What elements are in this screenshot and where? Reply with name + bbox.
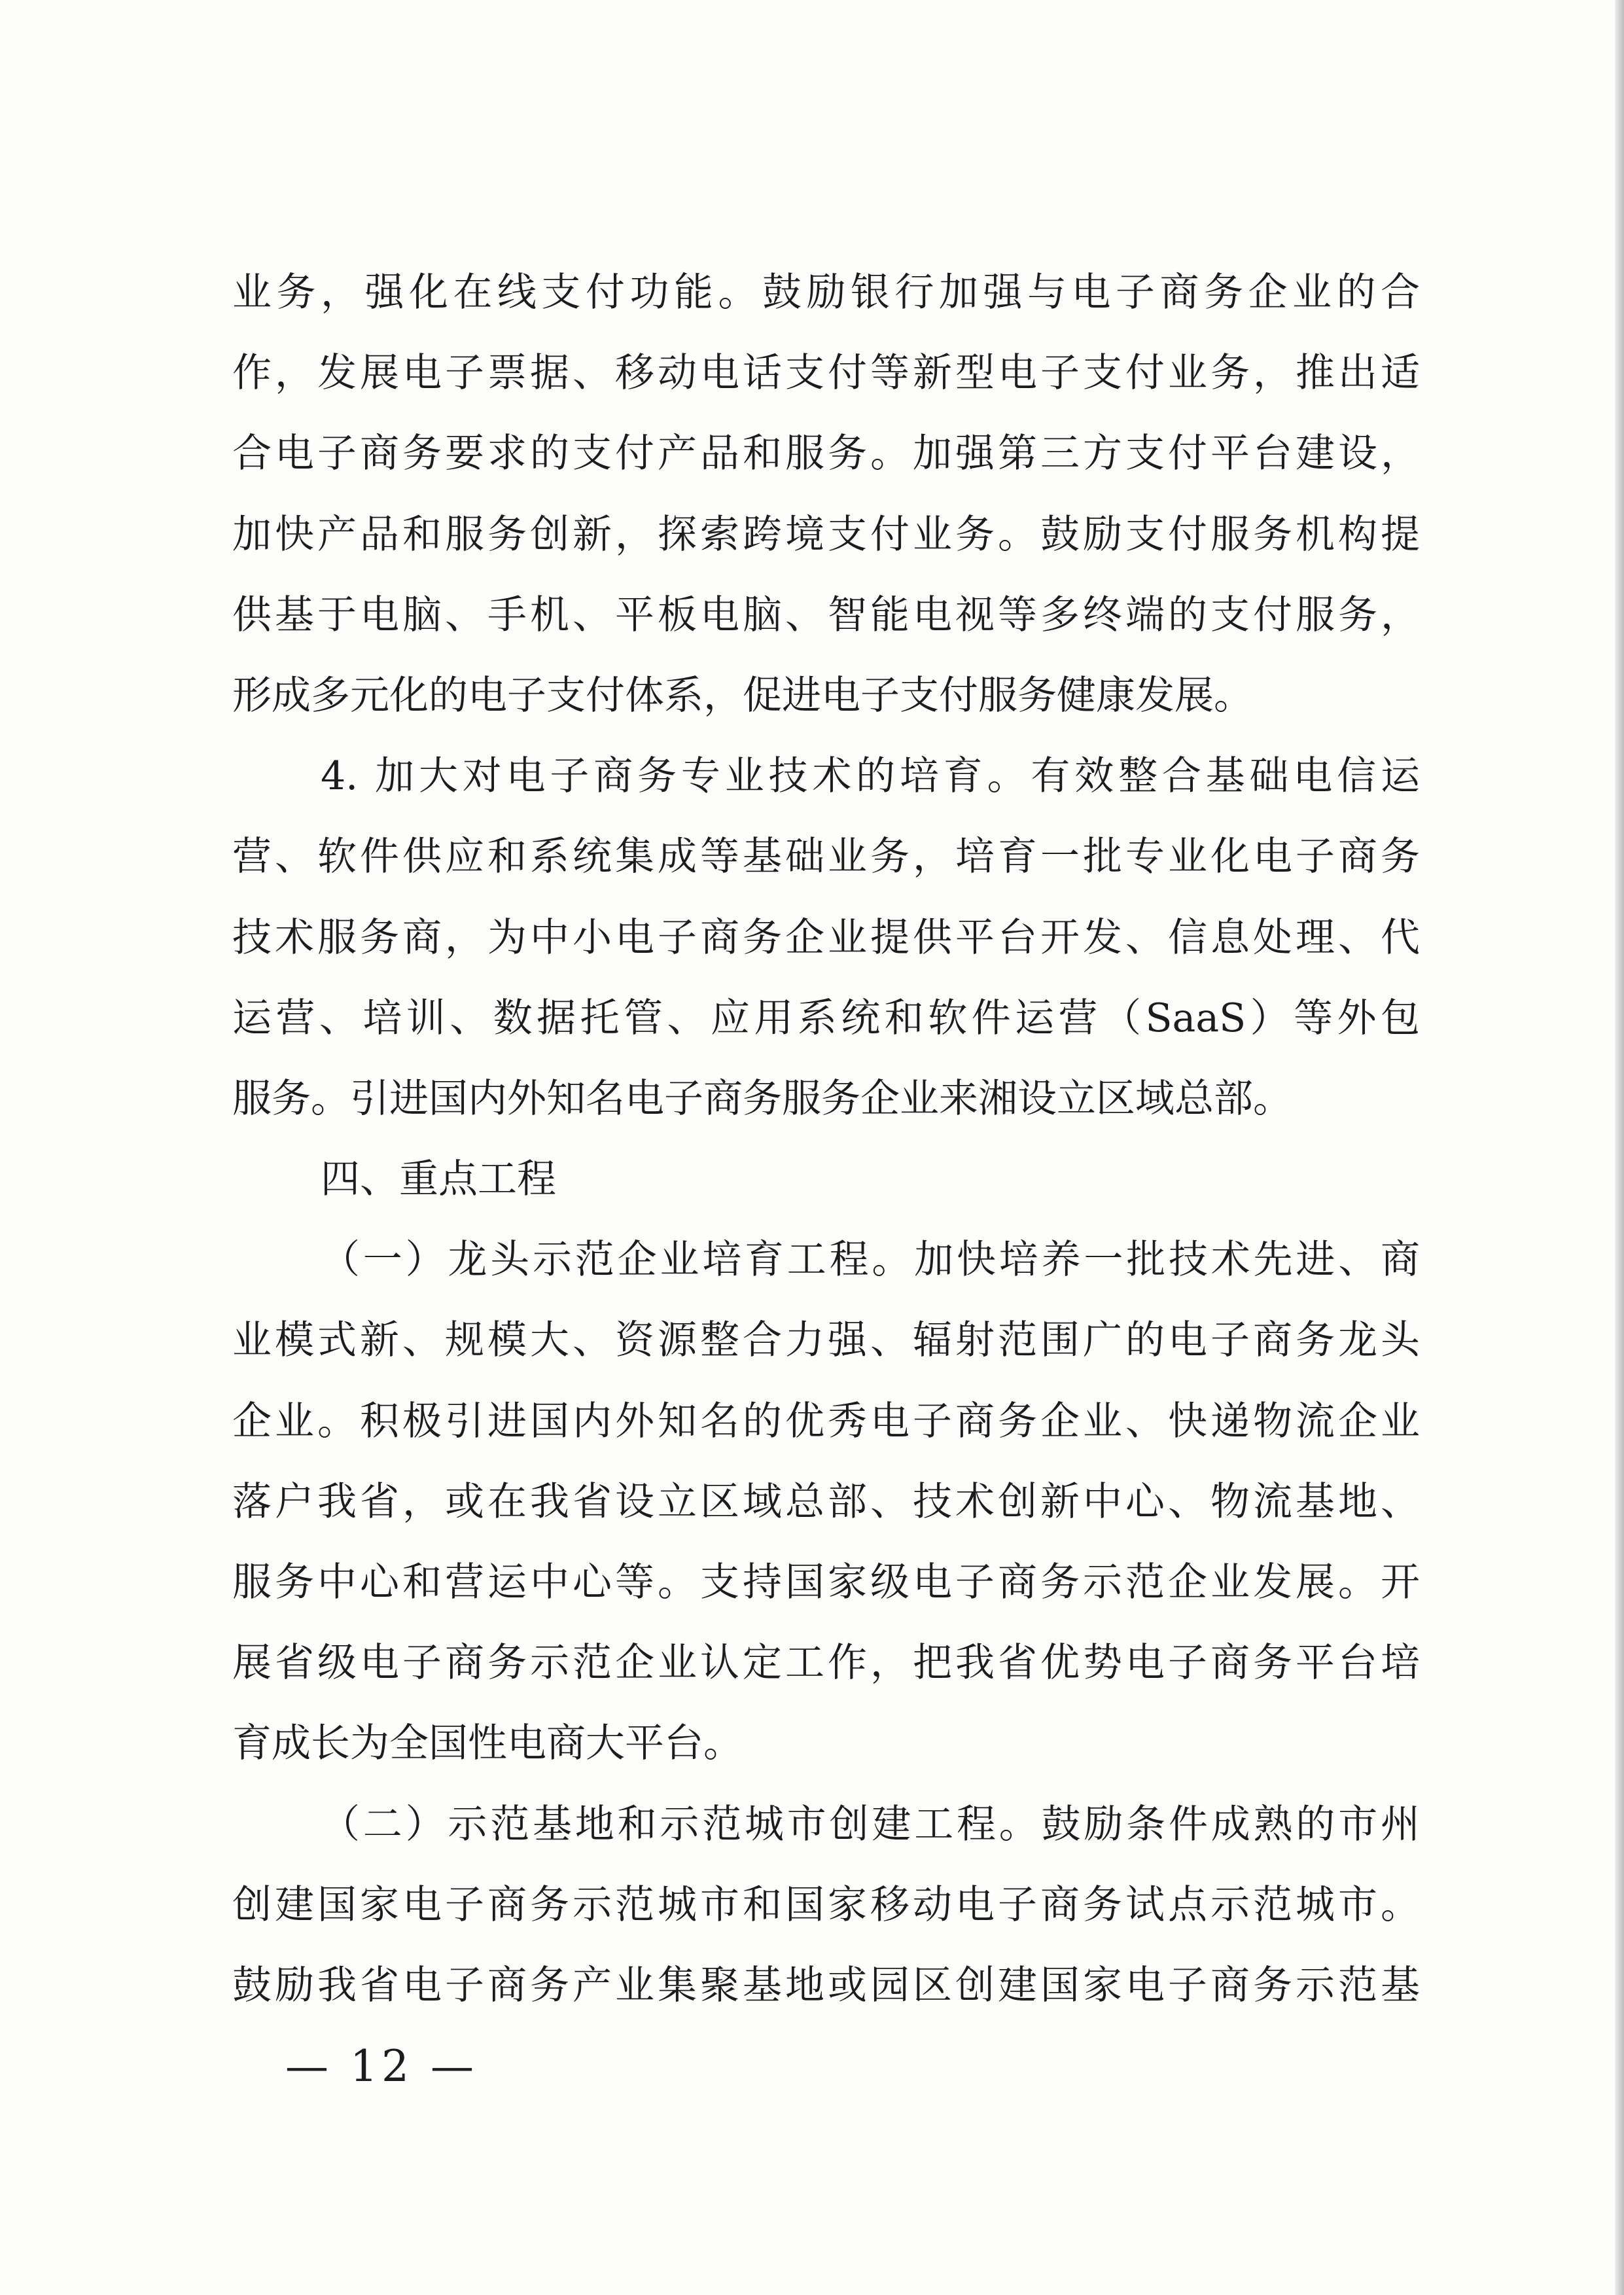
text-line: 作，发展电子票据、移动电话支付等新型电子支付业务，推出适: [232, 350, 1420, 397]
body-text: [232, 253, 1420, 2026]
text-line: 落户我省，或在我省设立区域总部、技术创新中心、物流基地、: [232, 1478, 1420, 1525]
text-line: 企业。积极引进国内外知名的优秀电子商务企业、快递物流企业: [232, 1398, 1420, 1444]
text-line: 业务，强化在线支付功能。鼓励银行加强与电子商务企业的合: [232, 270, 1420, 315]
text-line: 鼓励我省电子商务产业集聚基地或园区创建国家电子商务示范基: [232, 1962, 1420, 2008]
text-line: 创建国家电子商务示范城市和国家移动电子商务试点示范城市。: [232, 1881, 1420, 1928]
text-line: 四、重点工程: [321, 1156, 556, 1203]
text-line: 合电子商务要求的支付产品和服务。加强第三方支付平台建设，: [232, 431, 1420, 477]
text-line: 育成长为全国性电商大平台。: [232, 1720, 743, 1767]
text-line: 运营、培训、数据托管、应用系统和软件运营（SaaS）等外包: [232, 995, 1420, 1041]
text-line: 技术服务商，为中小电子商务企业提供平台开发、信息处理、代: [232, 914, 1420, 961]
text-line: 业模式新、规模大、资源整合力强、辐射范围广的电子商务龙头: [232, 1317, 1420, 1364]
text-line: （一）龙头示范企业培育工程。加快培养一批技术先进、商: [321, 1237, 1420, 1283]
text-line: 形成多元化的电子支付体系，促进电子支付服务健康发展。: [232, 672, 1253, 719]
page-number: — 12 —: [285, 2041, 478, 2091]
text-line: （二）示范基地和示范城市创建工程。鼓励条件成熟的市州: [321, 1801, 1420, 1847]
text-line: 服务中心和营运中心等。支持国家级电子商务示范企业发展。开: [232, 1559, 1420, 1605]
text-line: 服务。引进国内外知名电子商务服务企业来湘设立区域总部。: [232, 1075, 1292, 1122]
text-line: 供基于电脑、手机、平板电脑、智能电视等多终端的支付服务，: [232, 592, 1420, 638]
text-line: 加快产品和服务创新，探索跨境支付业务。鼓励支付服务机构提: [232, 511, 1420, 558]
text-line: 展省级电子商务示范企业认定工作，把我省优势电子商务平台培: [232, 1640, 1420, 1686]
text-line: 4. 加大对电子商务专业技术的培育。有效整合基础电信运: [321, 753, 1420, 800]
text-line: 营、软件供应和系统集成等基础业务，培育一批专业化电子商务: [232, 834, 1420, 880]
scan-edge: [1615, 0, 1624, 2295]
